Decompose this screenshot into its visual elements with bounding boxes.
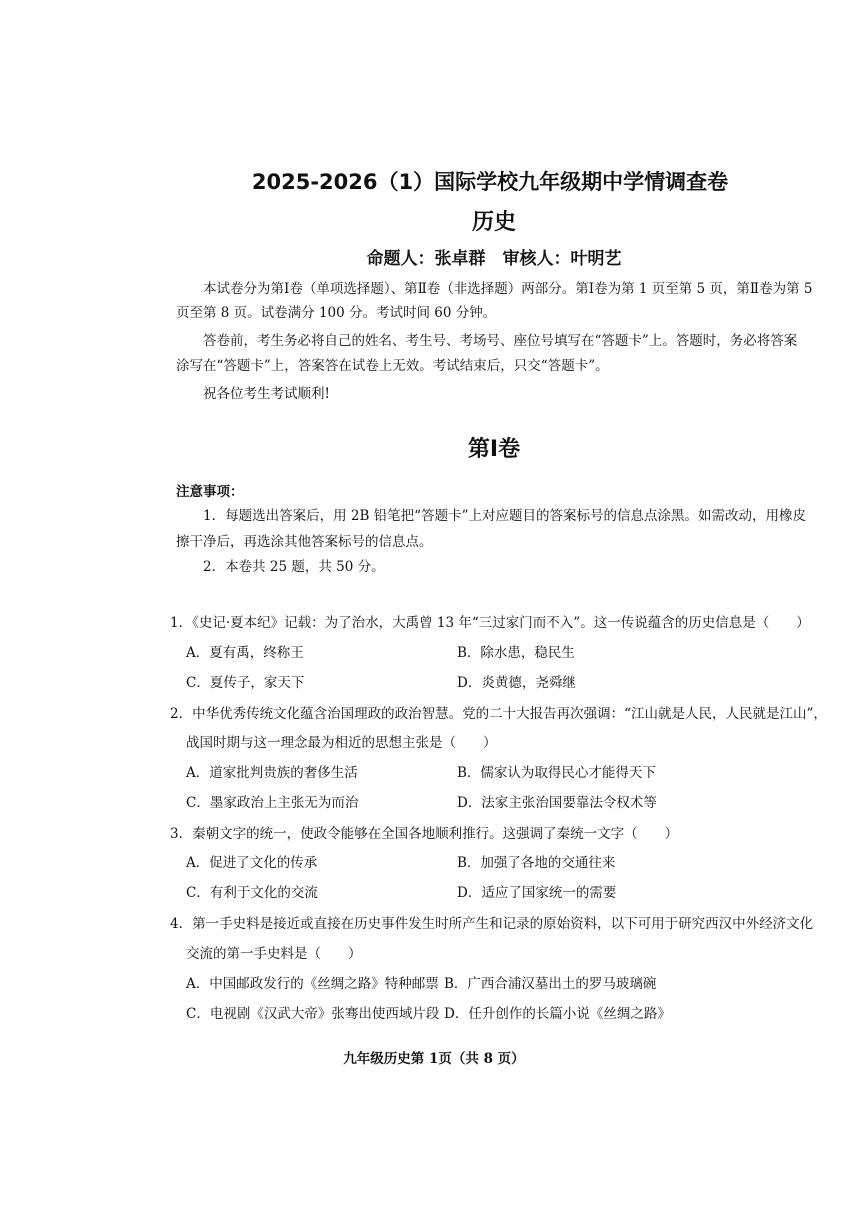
intro-line-2: 页至第 8 页。试卷满分 100 分。考试时间 60 分钟。: [176, 305, 497, 321]
notes-item-1: 1．每题选出答案后，用 2B 铅笔把“答题卡”上对应题目的答案标号的信息点涂黑。如需改动，用橡皮: [203, 508, 806, 524]
authors-line: 命题人：张卓群 审核人：叶明艺: [366, 249, 622, 269]
question-2-stem-cont: 战国时期与这一理念最为相近的思想主张是（ ）: [186, 735, 497, 751]
question-4-option-c: C．电视剧《汉武大帝》张骞出使西域片段: [186, 1006, 440, 1022]
intro-line-5: 祝各位考生考试顺利!: [203, 386, 330, 402]
question-1-option-c: C．夏传子，家天下: [186, 675, 305, 691]
question-4-stem: 4．第一手史料是接近或直接在历史事件发生时所产生和记录的原始资料，以下可用于研究西汉中外经济文化: [170, 916, 814, 932]
notes-heading: 注意事项：: [176, 484, 244, 500]
notes-item-1-cont: 擦干净后，再选涂其他答案标号的信息点。: [176, 534, 433, 550]
question-2-stem: 2．中华优秀传统文化蕴含治国理政的政治智慧。党的二十大报告再次强调：“江山就是人民，人民就是江山”，: [170, 706, 827, 722]
intro-line-3: 答卷前，考生务必将自己的姓名、考生号、考场号、座位号填写在“答题卡”上。答题时，务必将答案: [203, 333, 798, 349]
question-1-option-b: B．除水患，稳民生: [457, 645, 575, 661]
section-title: 第Ⅰ卷: [467, 437, 521, 462]
intro-line-4: 涂写在“答题卡”上，答案答在试卷上无效。考试结束后，只交“答题卡”。: [176, 358, 609, 374]
exam-title: 2025-2026（1）国际学校九年级期中学情调查卷: [251, 170, 729, 194]
question-3-option-c: C．有利于文化的交流: [186, 885, 318, 901]
question-1-option-a: A．夏有禹，终称王: [186, 645, 304, 661]
question-3-option-b: B．加强了各地的交通往来: [457, 855, 616, 871]
question-1-stem: 1．《史记·夏本纪》记载：为了治水，大禹曾 13 年“三过家门而不入”。这一传说蕴含的历史信息是（ ）: [170, 615, 810, 631]
question-1-option-d: D．炎黄德，尧舜继: [457, 675, 576, 691]
question-4-option-a: A．中国邮政发行的《丝绸之路》特种邮票: [186, 976, 439, 992]
question-2-option-a: A．道家批判贵族的奢侈生活: [186, 765, 358, 781]
question-3-stem: 3．秦朝文字的统一，使政令能够在全国各地顺利推行。这强调了秦统一文字（ ）: [170, 826, 679, 842]
question-3-option-a: A．促进了文化的传承: [186, 855, 318, 871]
intro-line-1: 本试卷分为第Ⅰ卷（单项选择题）、第Ⅱ卷（非选择题）两部分。第Ⅰ卷为第 1 页至第 5 页，第Ⅱ卷为第 5: [203, 281, 813, 297]
notes-item-2: 2．本卷共 25 题，共 50 分。: [203, 559, 385, 575]
question-4-stem-cont: 交流的第一手史料是（ ）: [186, 946, 362, 962]
question-2-option-c: C．墨家政治上主张无为而治: [186, 795, 359, 811]
question-3-option-d: D．适应了国家统一的需要: [457, 885, 617, 901]
question-2-option-d: D．法家主张治国要靠法令权术等: [457, 795, 657, 811]
page-footer: 九年级历史第 1页（共 8 页）: [343, 1051, 525, 1067]
question-2-option-b: B．儒家认为取得民心才能得天下: [457, 765, 656, 781]
question-4-option-b: B．广西合浦汉墓出土的罗马玻璃碗: [444, 976, 657, 992]
subject-title: 历史: [471, 210, 516, 235]
question-4-option-d: D．任升创作的长篇小说《丝绸之路》: [444, 1006, 671, 1022]
